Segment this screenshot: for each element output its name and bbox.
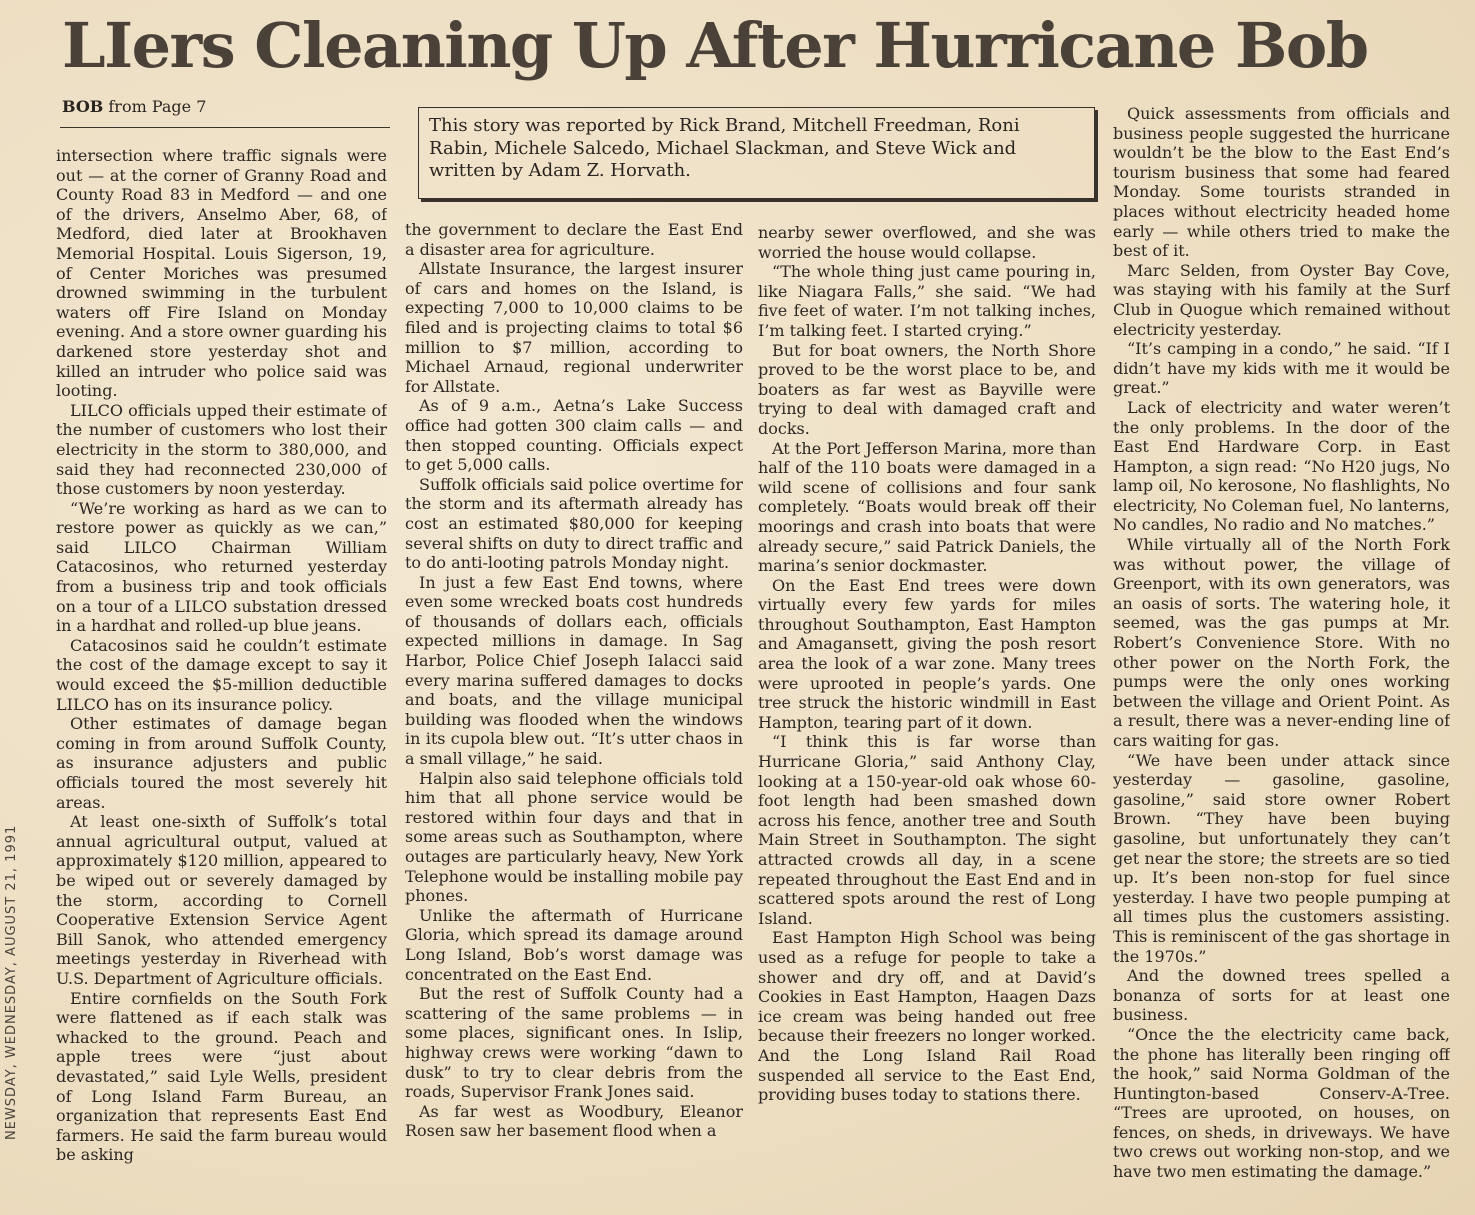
paragraph: Catacosinos said he couldn’t estimate the cost of the damage except to say it would exceed the $5-million deductible LILCO has on its insurance policy. (56, 635, 387, 714)
paragraph: At least one-sixth of Suffolk’s total annual agricultural output, valued at approximately $120 million, appeared to be wiped out or severely damaged by the storm, according to Cornell Cooperative Extension Service Agent Bill Sanok, who attended emergency meetings yesterday in Riverhead with U.S. Department of Agriculture officials. (56, 812, 387, 988)
paragraph: But the rest of Suffolk County had a scattering of the same problems — in some places, significant ones. In Islip, highway crews were working “dawn to dusk” to try to clear debris from the roads, Supervisor Frank Jones said. (405, 984, 743, 1102)
paragraph: “We’re working as hard as we can to restore power as quickly as we can,” said LILCO Chairman William Catacosinos, who returned yesterday from a business trip and took officials on a tour of a LILCO substation dressed in a hardhat and rolled-up blue jeans. (56, 498, 387, 636)
paragraph: East Hampton High School was being used as a refuge for people to take a shower and dry off, and at David’s Cookies in East Hampton, Haagen Dazs ice cream was being handed out free because their freezers no longer worked. And the Long Island Rail Road suspended all service to the East End, providing buses today to stations there. (758, 928, 1096, 1105)
jump-label: BOB (62, 97, 104, 116)
paragraph: But for boat owners, the North Shore proved to be the worst place to be, and boaters as far west as Bayville were trying to deal with damaged craft and docks. (758, 340, 1096, 438)
paragraph: And the downed trees spelled a bonanza of sorts for at least one business. (1113, 966, 1450, 1025)
paragraph: “The whole thing just came pouring in, like Niagara Falls,” she said. “We had five feet of water. I’m not talking inches, I’m talking feet. I started crying.” (758, 262, 1096, 340)
paragraph: intersection where traffic signals were out — at the corner of Granny Road and County Road 83 in Medford — and one of the drivers, Anselmo Aber, 68, of Medford, died later at Brookhaven Memorial Hospital. Louis Sigerson, 19, of Center Moriches was presumed drowned swimming in the turbulent waters off Fire Island on Monday evening. And a store owner guarding his darkened store yesterday shot and killed an intruder who police said was looting. (56, 146, 387, 401)
paragraph: “It’s camping in a condo,” he said. “If I didn’t have my kids with me it would be great.” (1113, 339, 1450, 398)
paragraph: On the East End trees were down virtually every few yards for miles throughout Southampton, East Hampton and Amagansett, giving the posh resort area the look of a war zone. Many trees were uprooted in people’s yards. One tree struck the historic windmill in East Hampton, tearing part of it down. (758, 575, 1096, 732)
article-column-3 (758, 223, 1096, 1181)
paragraph: Suffolk officials said police overtime for the storm and its aftermath already has cost an estimated $80,000 for keeping several shifts on duty to direct traffic and to do anti-looting patrols Monday night. (405, 474, 743, 573)
paragraph: While virtually all of the North Fork was without power, the village of Greenport, with its own generators, was an oasis of sorts. The watering hole, it seemed, was the gas pumps at Mr. Robert’s Convenience Store. With no other power on the North Fork, the pumps were the only ones working between the village and Orient Point. As a result, there was a never-ending line of cars waiting for gas. (1113, 535, 1450, 750)
paragraph: As far west as Woodbury, Eleanor Rosen saw her basement flood when a (405, 1101, 743, 1141)
paragraph: Other estimates of damage began coming in from around Suffolk County, as insurance adjusters and public officials toured the most severely hit areas. (56, 714, 387, 812)
paragraph: In just a few East End towns, where even some wrecked boats cost hundreds of thousands of dollars each, officials expected millions in damage. In Sag Harbor, Police Chief Joseph Ialacci said every marina suffered damages to docks and boats, and the village municipal building was flooded when the windows in its cupola blew out. “It’s utter chaos in a small village,” he said. (405, 572, 743, 769)
paragraph: Halpin also said telephone officials told him that all phone service would be restored within four days and that in some areas such as Southampton, where outages are particularly heavy, New York Telephone would be installing mobile pay phones. (405, 768, 743, 906)
paragraph: LILCO officials upped their estimate of the number of customers who lost their electricity in the storm to 380,000, and said they had reconnected 230,000 of those customers by noon yesterday. (56, 400, 387, 499)
dateline: NEWSDAY, WEDNESDAY, AUGUST 21, 1991 (4, 824, 19, 1140)
jump-divider (60, 127, 390, 128)
paragraph: the government to declare the East End a disaster area for agriculture. (405, 220, 743, 259)
paragraph: Unlike the aftermath of Hurricane Gloria, which spread its damage around Long Island, Bob’s worst damage was concentrated on the East End. (405, 905, 743, 984)
paragraph: Lack of electricity and water weren’t the only problems. In the door of the East End Hardware Corp. in East Hampton, a sign read: “No H20 jugs, No lamp oil, No kerosone, No flashlights, No electricity, No Coleman fuel, No lanterns, No candles, No radio and No matches.” (1113, 397, 1450, 535)
paragraph: As of 9 a.m., Aetna’s Lake Success office had gotten 300 claim calls — and then stopped counting. Officials expect to get 5,000 calls. (405, 396, 743, 475)
paragraph: At the Port Jefferson Marina, more than half of the 110 boats were damaged in a wild scene of collisions and four sank completely. “Boats would break off their moorings and crash into boats that were already secure,” said Patrick Daniels, the marina’s senior dockmaster. (758, 438, 1096, 576)
article-column-1 (56, 146, 387, 1178)
byline-box: This story was reported by Rick Brand, Mitchell Freedman, Roni Rabin, Michele Salcedo, Michael Slackman, and Steve Wick and written by Adam Z. Horvath. (418, 107, 1095, 199)
paragraph: nearby sewer overflowed, and she was worried the house would collapse. (758, 223, 1096, 262)
jump-page-ref: from Page 7 (103, 97, 207, 116)
paragraph: “Once the the electricity came back, the phone has literally been ringing off the hook,” said Norma Goldman of the Huntington-based Conserv-A-Tree. “Trees are uprooted, on houses, on fences, on sheds, in driveways. We have two crews out working non-stop, and we have two men estimating the damage.” (1113, 1024, 1450, 1182)
headline: LIers Cleaning Up After Hurricane Bob (62, 9, 1368, 82)
paragraph: “We have been under attack since yesterday — gasoline, gasoline, gasoline,” said store owner Robert Brown. “They have been buying gasoline, but unfortunately they can’t get near the store; the streets are so tied up. It’s been non-stop for fuel since yesterday. I have two people pumping at all times plus the customers assisting. This is reminiscent of the gas shortage in the 1970s.” (1113, 750, 1450, 966)
paragraph: Marc Selden, from Oyster Bay Cove, was staying with his family at the Surf Club in Quogue which remained without electricity yesterday. (1113, 260, 1450, 339)
article-column-4 (1113, 104, 1450, 1184)
paragraph: Allstate Insurance, the largest insurer of cars and homes on the Island, is expecting 7,000 to 10,000 claims to be filed and is projecting claims to total $6 million to $7 million, according to Michael Arnaud, regional underwriter for Allstate. (405, 259, 743, 396)
paragraph: Entire cornfields on the South Fork were flattened as if each stalk was whacked to the ground. Peach and apple trees were “just about devastated,” said Lyle Wells, president of Long Island Farm Bureau, an organization that represents East End farmers. He said the farm bureau would be asking (56, 988, 387, 1165)
paragraph: “I think this is far worse than Hurricane Gloria,” said Anthony Clay, looking at a 150-year-old oak whose 60-foot length had been smashed down across his fence, another tree and South Main Street in Southampton. The sight attracted crowds all day, in a scene repeated throughout the East End and in scattered spots around the rest of Long Island. (758, 732, 1096, 928)
article-column-2 (405, 220, 743, 1180)
paragraph: Quick assessments from officials and business people suggested the hurricane wouldn’t be the blow to the East End’s tourism business that some had feared Monday. Some tourists stranded in places without electricity headed home early — while others tried to make the best of it. (1113, 104, 1450, 261)
jump-line (62, 97, 206, 116)
